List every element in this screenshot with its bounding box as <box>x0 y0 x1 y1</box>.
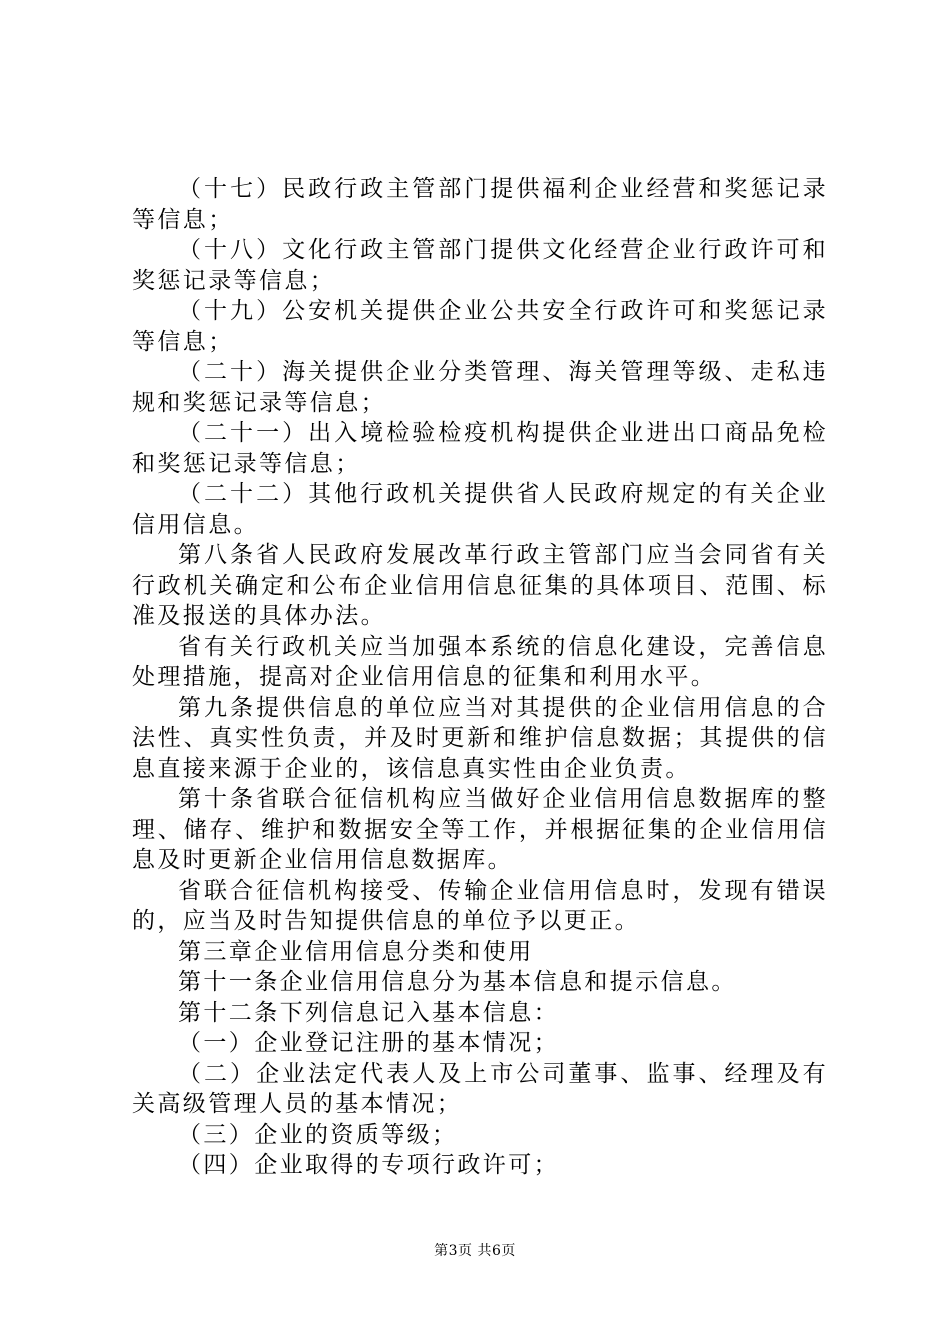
paragraph-article-10-2: 省联合征信机构接受、传输企业信用信息时，发现有错误的，应当及时告知提供信息的单位予以更正。 <box>132 877 828 934</box>
paragraph-item-17: （十七）民政行政主管部门提供福利企业经营和奖惩记录等信息； <box>132 176 828 233</box>
page-number-footer: 第3页 共6页 <box>434 1243 516 1259</box>
paragraph-article-12: 第十二条下列信息记入基本信息： <box>178 999 559 1026</box>
paragraph-article-11: 第十一条企业信用信息分为基本信息和提示信息。 <box>178 969 737 995</box>
paragraph-list-3: （三）企业的资质等级； <box>178 1121 458 1148</box>
paragraph-item-21: （二十一）出入境检验检疫机构提供企业进出口商品免检和奖惩记录等信息； <box>132 420 828 477</box>
paragraph-item-19: （十九）公安机关提供企业公共安全行政许可和奖惩记录等信息； <box>132 298 828 355</box>
paragraph-article-9: 第九条提供信息的单位应当对其提供的企业信用信息的合法性、真实性负责，并及时更新和维护信息数据；其提供的信息直接来源于企业的，该信息真实性由企业负责。 <box>132 694 828 782</box>
document-body <box>132 174 828 1181</box>
paragraph-item-18: （十八）文化行政主管部门提供文化经营企业行政许可和奖惩记录等信息； <box>132 237 828 294</box>
paragraph-article-8-2: 省有关行政机关应当加强本系统的信息化建设，完善信息处理措施，提高对企业信用信息的征集和利用水平。 <box>132 633 828 690</box>
chapter-heading: 第三章企业信用信息分类和使用 <box>178 938 534 965</box>
paragraph-article-10: 第十条省联合征信机构应当做好企业信用信息数据库的整理、储存、维护和数据安全等工作，并根据征集的企业信用信息及时更新企业信用信息数据库。 <box>132 786 828 873</box>
paragraph-item-20: （二十）海关提供企业分类管理、海关管理等级、走私违规和奖惩记录等信息； <box>132 359 828 416</box>
paragraph-list-4: （四）企业取得的专项行政许可； <box>178 1152 559 1178</box>
paragraph-item-22: （二十二）其他行政机关提供省人民政府规定的有关企业信用信息。 <box>132 481 828 538</box>
paragraph-article-8: 第八条省人民政府发展改革行政主管部门应当会同省有关行政机关确定和公布企业信用信息征集的具体项目、范围、标准及报送的具体办法。 <box>132 542 828 629</box>
paragraph-list-2: （二）企业法定代表人及上市公司董事、监事、经理及有关高级管理人员的基本情况； <box>132 1060 828 1117</box>
paragraph-list-1: （一）企业登记注册的基本情况； <box>178 1030 559 1056</box>
